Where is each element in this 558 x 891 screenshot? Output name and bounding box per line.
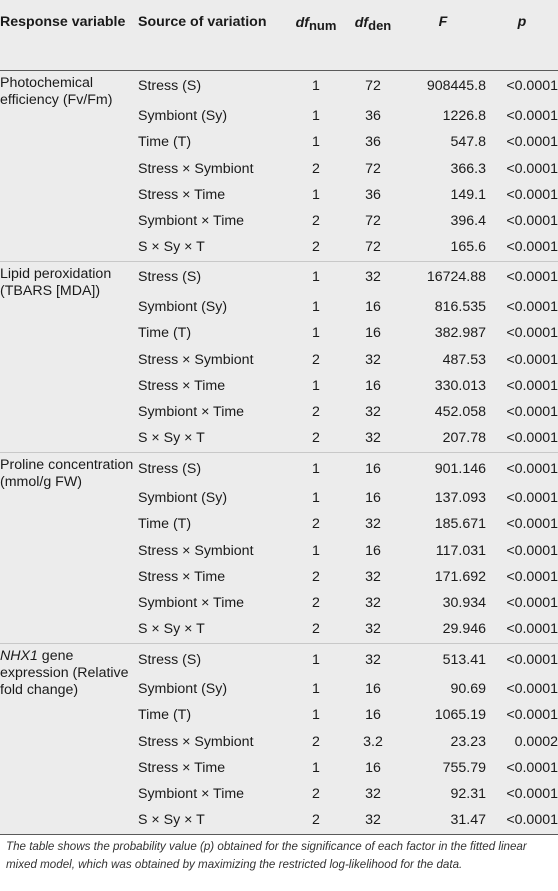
f-value-cell: 1065.19 bbox=[434, 707, 486, 724]
source-cell: Stress × Time bbox=[138, 186, 226, 203]
df-den-cell: 32 bbox=[365, 430, 381, 447]
p-value-cell: <0.0001 bbox=[506, 299, 558, 316]
p-value-cell: <0.0001 bbox=[506, 595, 558, 612]
p-value-cell: <0.0001 bbox=[506, 460, 558, 477]
header-df-num-sub: num bbox=[308, 18, 337, 33]
source-cell: Time (T) bbox=[138, 707, 192, 724]
p-value-cell: <0.0001 bbox=[506, 134, 558, 151]
response-variable-cell bbox=[0, 261, 138, 452]
df-den-cell: 16 bbox=[365, 299, 381, 316]
p-value-cell: <0.0001 bbox=[506, 160, 558, 177]
f-value-cell: 171.692 bbox=[434, 568, 486, 585]
source-cell: Symbiont × Time bbox=[138, 595, 245, 612]
df-num-cell: 2 bbox=[312, 404, 320, 421]
df-den-cell: 72 bbox=[365, 213, 381, 230]
df-den-cell: 32 bbox=[365, 621, 381, 638]
p-value-cell: <0.0001 bbox=[506, 651, 558, 668]
p-value-cell: <0.0001 bbox=[506, 213, 558, 230]
df-num-cell: 2 bbox=[312, 621, 320, 638]
df-den-cell: 32 bbox=[365, 786, 381, 803]
df-num-cell: 2 bbox=[312, 516, 320, 533]
df-num-cell: 1 bbox=[312, 542, 320, 559]
p-value-cell: <0.0001 bbox=[506, 239, 558, 256]
p-value-cell: <0.0001 bbox=[506, 325, 558, 342]
df-num-cell: 1 bbox=[312, 460, 320, 477]
f-value-cell: 382.987 bbox=[434, 325, 486, 342]
source-cell: Symbiont × Time bbox=[138, 404, 245, 421]
response-variable-italic: NHX1 bbox=[0, 647, 38, 664]
df-den-cell: 72 bbox=[365, 239, 381, 256]
p-value-cell: <0.0001 bbox=[506, 707, 558, 724]
source-cell: Stress × Symbiont bbox=[138, 733, 254, 750]
p-value-cell: <0.0001 bbox=[506, 568, 558, 585]
response-variable-label: gene expression (Relative fold change) bbox=[0, 647, 129, 698]
f-value-cell: 29.946 bbox=[442, 621, 486, 638]
df-num-cell: 2 bbox=[312, 239, 320, 256]
table-row bbox=[0, 643, 558, 676]
source-cell: Stress × Time bbox=[138, 568, 226, 585]
df-den-cell: 32 bbox=[365, 269, 381, 286]
df-num-cell: 2 bbox=[312, 213, 320, 230]
f-value-cell: 117.031 bbox=[435, 542, 486, 559]
response-variable-label: Lipid peroxidation (TBARS [MDA]) bbox=[0, 265, 112, 299]
source-cell: Stress × Symbiont bbox=[138, 542, 254, 559]
df-den-cell: 36 bbox=[365, 107, 381, 124]
response-variable-cell bbox=[0, 70, 138, 261]
source-cell: Stress (S) bbox=[138, 78, 202, 95]
header-response-variable: Response variable bbox=[0, 14, 126, 30]
p-value-cell: <0.0001 bbox=[506, 377, 558, 394]
f-value-cell: 31.47 bbox=[450, 812, 486, 829]
source-cell: Symbiont (Sy) bbox=[138, 299, 228, 316]
df-den-cell: 32 bbox=[365, 568, 381, 585]
df-num-cell: 1 bbox=[312, 760, 320, 777]
df-num-cell: 1 bbox=[312, 707, 320, 724]
p-value-cell: <0.0001 bbox=[506, 269, 558, 286]
table-row bbox=[0, 70, 558, 103]
p-value-cell: <0.0001 bbox=[506, 621, 558, 638]
p-value-cell: 0.0002 bbox=[514, 733, 558, 750]
df-den-cell: 3.2 bbox=[363, 733, 383, 750]
source-cell: Symbiont × Time bbox=[138, 786, 245, 803]
df-num-cell: 2 bbox=[312, 595, 320, 612]
header-df-den bbox=[346, 0, 400, 70]
df-den-cell: 32 bbox=[365, 351, 381, 368]
f-value-cell: 396.4 bbox=[450, 213, 486, 230]
header-df-num-base: df bbox=[295, 15, 309, 31]
df-den-cell: 16 bbox=[365, 325, 381, 342]
df-den-cell: 16 bbox=[365, 460, 381, 477]
df-num-cell: 1 bbox=[312, 651, 320, 668]
f-value-cell: 23.23 bbox=[450, 733, 486, 750]
f-value-cell: 92.31 bbox=[450, 786, 486, 803]
f-value-cell: 90.69 bbox=[450, 681, 486, 698]
f-value-cell: 366.3 bbox=[450, 160, 486, 177]
df-den-cell: 16 bbox=[365, 542, 381, 559]
p-value-cell: <0.0001 bbox=[506, 351, 558, 368]
df-num-cell: 1 bbox=[312, 490, 320, 507]
f-value-cell: 908445.8 bbox=[426, 78, 486, 95]
source-cell: Symbiont (Sy) bbox=[138, 681, 228, 698]
header-row bbox=[0, 0, 558, 70]
p-value-cell: <0.0001 bbox=[506, 490, 558, 507]
df-den-cell: 72 bbox=[365, 78, 381, 95]
f-value-cell: 513.41 bbox=[442, 651, 486, 668]
header-df-den-base: df bbox=[354, 15, 369, 31]
p-value-cell: <0.0001 bbox=[506, 760, 558, 777]
df-num-cell: 1 bbox=[312, 377, 320, 394]
source-cell: Time (T) bbox=[138, 325, 192, 342]
p-value-cell: <0.0001 bbox=[506, 404, 558, 421]
source-cell: Time (T) bbox=[138, 516, 192, 533]
df-num-cell: 2 bbox=[312, 812, 320, 829]
source-cell: Symbiont (Sy) bbox=[138, 107, 228, 124]
f-value-cell: 149.1 bbox=[450, 186, 486, 203]
df-den-cell: 32 bbox=[365, 516, 381, 533]
df-den-cell: 16 bbox=[365, 707, 381, 724]
df-num-cell: 2 bbox=[312, 351, 320, 368]
header-df-den-sub: den bbox=[368, 18, 392, 33]
header-f-statistic: F bbox=[438, 14, 448, 30]
f-value-cell: 816.535 bbox=[434, 299, 486, 316]
f-value-cell: 165.6 bbox=[450, 239, 486, 256]
f-value-cell: 755.79 bbox=[442, 760, 486, 777]
p-value-cell: <0.0001 bbox=[506, 516, 558, 533]
p-value-cell: <0.0001 bbox=[506, 78, 558, 95]
df-num-cell: 1 bbox=[312, 299, 320, 316]
df-den-cell: 32 bbox=[365, 812, 381, 829]
table-body bbox=[0, 70, 558, 834]
df-den-cell: 16 bbox=[365, 681, 381, 698]
f-value-cell: 16724.88 bbox=[426, 269, 486, 286]
source-cell: Stress (S) bbox=[138, 269, 202, 286]
source-cell: Stress (S) bbox=[138, 460, 202, 477]
df-den-cell: 16 bbox=[365, 490, 381, 507]
response-variable-label: Photochemical efficiency (Fv/Fm) bbox=[0, 74, 113, 108]
df-num-cell: 2 bbox=[312, 160, 320, 177]
p-value-cell: <0.0001 bbox=[506, 542, 558, 559]
source-cell: S × Sy × T bbox=[138, 239, 205, 256]
source-cell: S × Sy × T bbox=[138, 430, 205, 447]
p-value-cell: <0.0001 bbox=[506, 430, 558, 447]
f-value-cell: 330.013 bbox=[434, 377, 486, 394]
df-num-cell: 2 bbox=[312, 786, 320, 803]
df-den-cell: 72 bbox=[365, 160, 381, 177]
table-row bbox=[0, 261, 558, 294]
f-value-cell: 547.8 bbox=[450, 134, 486, 151]
source-cell: Stress × Symbiont bbox=[138, 351, 254, 368]
source-cell: Symbiont × Time bbox=[138, 213, 245, 230]
source-cell: S × Sy × T bbox=[138, 812, 205, 829]
df-num-cell: 2 bbox=[312, 568, 320, 585]
p-value-cell: <0.0001 bbox=[506, 186, 558, 203]
p-value-cell: <0.0001 bbox=[506, 812, 558, 829]
df-num-cell: 1 bbox=[312, 269, 320, 286]
response-variable-label: Proline concentration (mmol/g FW) bbox=[0, 456, 134, 490]
header-p-value: p bbox=[517, 14, 527, 30]
p-value-cell: <0.0001 bbox=[506, 681, 558, 698]
df-den-cell: 32 bbox=[365, 595, 381, 612]
f-value-cell: 487.53 bbox=[442, 351, 486, 368]
df-num-cell: 1 bbox=[312, 78, 320, 95]
source-cell: Symbiont (Sy) bbox=[138, 490, 228, 507]
df-den-cell: 16 bbox=[365, 760, 381, 777]
table-footnote: The table shows the probability value (p) obtained for the significance of each factor in the fitted linear mixed model, which was obtained by maximizing the restricted log-likelihood for the data. bbox=[6, 840, 527, 871]
df-den-cell: 32 bbox=[365, 404, 381, 421]
df-num-cell: 1 bbox=[312, 681, 320, 698]
df-num-cell: 2 bbox=[312, 430, 320, 447]
df-num-cell: 1 bbox=[312, 134, 320, 151]
f-value-cell: 901.146 bbox=[434, 460, 486, 477]
f-value-cell: 207.78 bbox=[442, 430, 486, 447]
source-cell: Stress (S) bbox=[138, 651, 202, 668]
source-cell: Stress × Time bbox=[138, 760, 226, 777]
source-cell: Stress × Symbiont bbox=[138, 160, 254, 177]
source-cell: Stress × Time bbox=[138, 377, 226, 394]
table-row bbox=[0, 452, 558, 485]
header-source-of-variation: Source of variation bbox=[138, 14, 267, 30]
df-num-cell: 1 bbox=[312, 107, 320, 124]
df-den-cell: 36 bbox=[365, 134, 381, 151]
df-num-cell: 1 bbox=[312, 186, 320, 203]
response-variable-cell bbox=[0, 643, 138, 834]
df-num-cell: 2 bbox=[312, 733, 320, 750]
p-value-cell: <0.0001 bbox=[506, 786, 558, 803]
df-den-cell: 16 bbox=[365, 377, 381, 394]
df-num-cell: 1 bbox=[312, 325, 320, 342]
df-den-cell: 32 bbox=[365, 651, 381, 668]
df-den-cell: 36 bbox=[365, 186, 381, 203]
f-value-cell: 137.093 bbox=[434, 490, 486, 507]
f-value-cell: 1226.8 bbox=[442, 107, 486, 124]
f-value-cell: 30.934 bbox=[442, 595, 486, 612]
p-value-cell: <0.0001 bbox=[506, 107, 558, 124]
source-cell: S × Sy × T bbox=[138, 621, 205, 638]
response-variable-cell bbox=[0, 452, 138, 643]
header-df-num bbox=[286, 0, 346, 70]
f-value-cell: 185.671 bbox=[434, 516, 486, 533]
source-cell: Time (T) bbox=[138, 134, 192, 151]
f-value-cell: 452.058 bbox=[434, 404, 486, 421]
